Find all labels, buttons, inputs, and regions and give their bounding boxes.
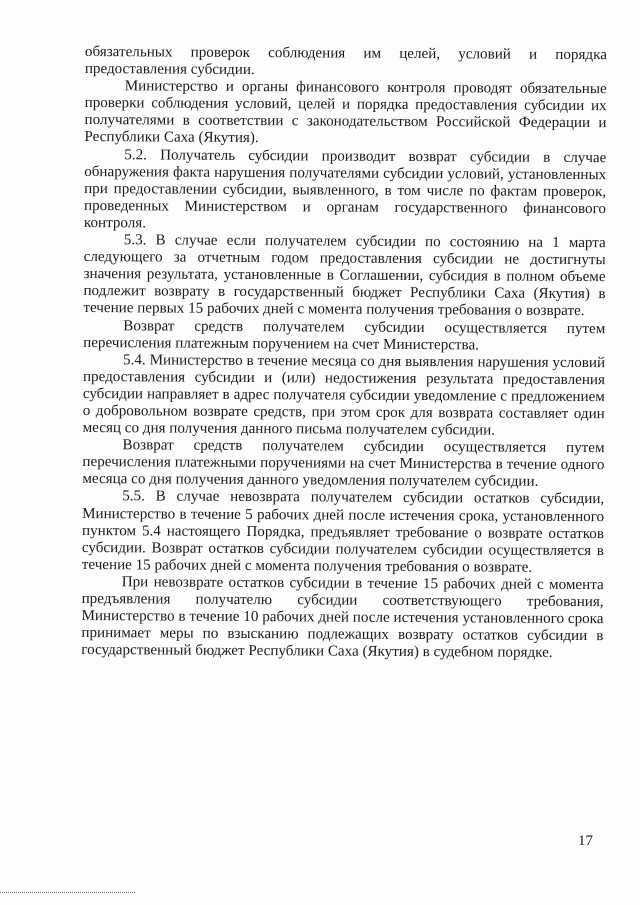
paragraph-5-3: 5.3. В случае если получателем субсидии по состоянию на 1 марта следующего за отчетным годом предоставления субсидии не достигнуты значения результата, установленные в Соглашении, субсидия в полном объеме подлежит возврату в государственный бюджет Республики Саха (Якутия) в течение первых 15 рабочих дней с момента получения требования о возврате. (83, 232, 606, 320)
paragraph-5-5-enforcement: При невозврате остатков субсидии в течение 15 рабочих дней с момента предъявления получателю субсидии соответствующего требования, Министерство в течение 10 рабочих дней после истечения установленного срока принимает меры по взысканию подлежащих возврату остатков субсидии в государственный бюджет Республики Саха (Якутия) в судебном порядке. (81, 574, 604, 662)
paragraph-inspections: Министерство и органы финансового контроля проводят обязательные проверки соблюдения условий, целей и порядка предоставления субсидии их получателями в соответствии с законодательством Российской Федерации и Республики Саха (Якутия). (84, 78, 607, 147)
paragraph-5-3-refund: Возврат средств получателем субсидии осуществляется путем перечисления платежным поручением на счет Министерства. (83, 317, 606, 354)
bottom-divider (0, 892, 135, 893)
paragraph-5-4-refund: Возврат средств получателем субсидии осуществляется путем перечисления платежными поручениями на счет Министерства в течение одного месяца со дня получения данного уведомления получателем субсидии. (82, 437, 605, 491)
paragraph-5-2: 5.2. Получатель субсидии производит возврат субсидии в случае обнаружения факта нарушения получателями субсидии условий, установленных при предоставлении субсидии, выявленного, в том числе по фактам проверок, проведенных Министерством и органам государственного финансового контроля. (83, 146, 607, 232)
page-number: 17 (578, 833, 593, 849)
paragraph-5-4: 5.4. Министерство в течение месяца со дня выявления нарушения условий предоставления субсидии и (или) недостижения результата предоставления субсидии направляет в адрес получателя субсидии уведомление с предложением о добровольном возврате средств, при этом срок для возврата составляет один месяц со дня получения данного письма получателем субсидии. (82, 351, 606, 439)
paragraph-continuation: обязательных проверок соблюдения им целей, условий и порядка предоставления субсидии. (84, 44, 607, 79)
document-body (81, 44, 607, 663)
paragraph-5-5: 5.5. В случае невозврата получателем субсидии остатков субсидии, Министерство в течение 5 рабочих дней после истечения срока, установленного пунктом 5.4 настоящего Порядка, предъявляет требование о возврате остатков субсидии. Возврат остатков субсидии получателем субсидии осуществляется в течение 15 рабочих дней с момента получения требования о возврате. (81, 488, 605, 576)
